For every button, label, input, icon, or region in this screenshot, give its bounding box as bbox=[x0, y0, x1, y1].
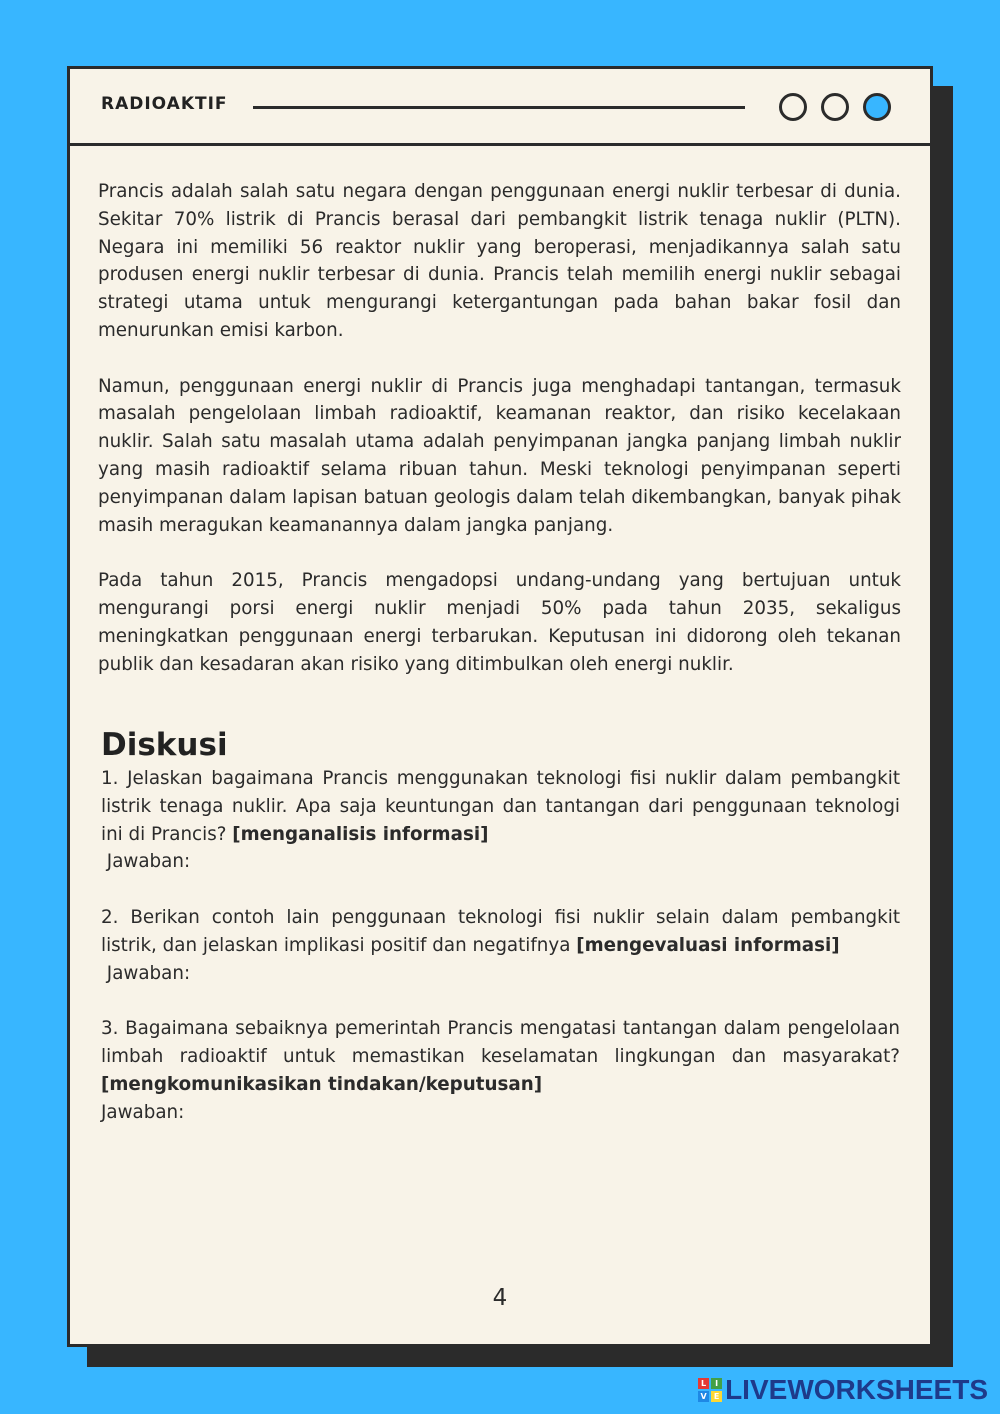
liveworksheets-logo-icon: L I V E bbox=[698, 1378, 722, 1402]
paragraph: Prancis adalah salah satu negara dengan penggunaan energi nuklir terbesar di dunia. Sekitar 70% listrik di Prancis berasal dari pembangkit listrik tenaga nuklir (PLTN). Negara ini memiliki 56 reaktor nuklir yang beroperasi, menjadikannya salah satu produsen energi nuklir terbesar di dunia. Prancis telah memilih energi nuklir sebagai strategi utama untuk mengurangi ketergantungan pada bahan bakar fosil dan menurunkan emisi karbon. bbox=[98, 181, 901, 341]
paragraph: Namun, penggunaan energi nuklir di Prancis juga menghadapi tantangan, termasuk masalah pengelolaan limbah radioaktif, keamanan reaktor, dan risiko kecelakaan nuklir. Salah satu masalah utama adalah penyimpanan jangka panjang limbah nuklir yang masih radioaktif selama ribuan tahun. Meski teknologi penyimpanan seperti penyimpanan dalam lapisan batuan geologis dalam telah dikembangkan, banyak pihak masih meragukan keamanannya dalam jangka panjang. bbox=[98, 375, 901, 536]
header-title: RADIOAKTIF bbox=[101, 94, 228, 114]
question-item bbox=[101, 904, 900, 987]
question-skill-tag: [mengkomunikasikan tindakan/keputusan] bbox=[101, 1073, 543, 1095]
brand-name: LIVEWORKSHEETS bbox=[725, 1374, 988, 1405]
header-divider-line bbox=[253, 106, 745, 109]
question-item bbox=[101, 1015, 900, 1126]
worksheet-page bbox=[67, 66, 933, 1347]
discussion-title: Diskusi bbox=[101, 727, 228, 763]
paragraph: Pada tahun 2015, Prancis mengadopsi undang-undang yang bertujuan untuk mengurangi porsi energi nuklir menjadi 50% pada tahun 2035, sekaligus meningkatkan penggunaan energi terbarukan. Keputusan ini didorong oleh tekanan publik dan kesadaran akan risiko yang ditimbulkan oleh energi nuklir. bbox=[98, 570, 901, 675]
discussion-section bbox=[101, 725, 900, 1126]
question-text: 3. Bagaimana sebaiknya pemerintah Prancis mengatasi tantangan dalam pengelolaan limbah radioaktif untuk memastikan keselamatan lingkungan dan masyarakat? bbox=[101, 1018, 900, 1067]
page-number: 4 bbox=[492, 1285, 508, 1311]
question-text: 1. Jelaskan bagaimana Prancis menggunakan teknologi fisi nuklir dalam pembangkit listrik tenaga nuklir. Apa saja keuntungan dan tantangan dari penggunaan teknologi ini di Prancis? bbox=[101, 768, 900, 845]
question-skill-tag: [menganalisis informasi] bbox=[232, 823, 489, 845]
question-skill-tag: [mengevaluasi informasi] bbox=[576, 934, 840, 956]
question-text: 2. Berikan contoh lain penggunaan teknologi fisi nuklir selain dalam pembangkit listrik, dan jelaskan implikasi positif dan negatifnya bbox=[101, 906, 900, 956]
liveworksheets-logo bbox=[698, 1374, 988, 1406]
circle-icon bbox=[821, 93, 849, 121]
circle-icon bbox=[779, 93, 807, 121]
question-item bbox=[101, 765, 900, 876]
answer-label: Jawaban: bbox=[101, 851, 191, 873]
answer-label: Jawaban: bbox=[101, 1101, 185, 1123]
page-header bbox=[70, 69, 930, 146]
answer-label: Jawaban: bbox=[101, 962, 191, 984]
reading-text bbox=[98, 178, 901, 706]
filled-circle-icon bbox=[863, 93, 891, 121]
